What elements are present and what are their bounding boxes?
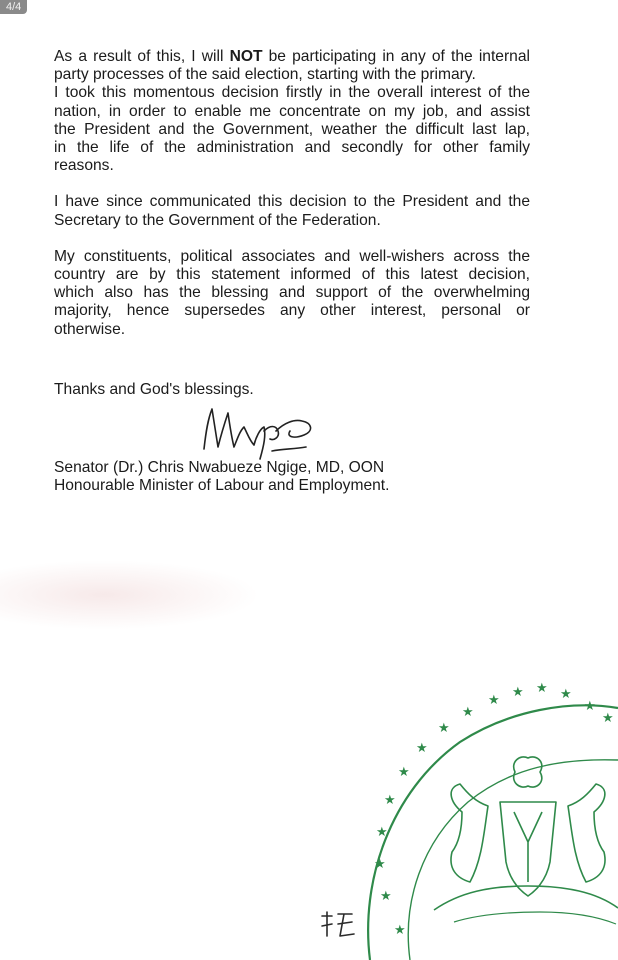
- svg-text:★: ★: [584, 699, 596, 714]
- handwritten-initials: [318, 908, 358, 942]
- paragraph-constituents: [54, 248, 530, 339]
- coat-of-arms-icon: [350, 672, 618, 960]
- text-run: be participating in any of the internal: [262, 48, 530, 65]
- svg-text:★: ★: [374, 857, 386, 872]
- handwritten-signature: [194, 401, 324, 461]
- letter-body: [54, 48, 530, 495]
- paper-smudge: [0, 560, 260, 630]
- text-line: country are by this statement informed of this latest decision,: [54, 266, 530, 284]
- svg-text:★: ★: [398, 765, 410, 780]
- paragraph-withdrawal: [54, 48, 530, 175]
- page-indicator: 4/4: [0, 0, 27, 14]
- svg-text:★: ★: [512, 685, 524, 700]
- text-line: otherwise.: [54, 320, 126, 338]
- signature-area: [54, 399, 530, 459]
- svg-text:★: ★: [536, 681, 548, 696]
- svg-text:★: ★: [488, 693, 500, 708]
- text-line: I have since communicated this decision to the President and the: [54, 193, 530, 211]
- svg-text:★: ★: [560, 687, 572, 702]
- svg-text:★: ★: [376, 825, 388, 840]
- svg-text:★: ★: [380, 889, 392, 904]
- closing-text: Thanks and God's blessings.: [54, 380, 254, 398]
- emphasis-not: NOT: [229, 48, 263, 65]
- svg-text:★: ★: [416, 741, 428, 756]
- signatory-title: Honourable Minister of Labour and Employment.: [54, 477, 390, 495]
- svg-text:★: ★: [602, 711, 614, 726]
- signatory-name: Senator (Dr.) Chris Nwabueze Ngige, MD, OON: [54, 459, 385, 477]
- text-line: nation, in order to enable me concentrate on my job, and assist: [54, 102, 530, 120]
- text-run: As a result of this, I will: [54, 48, 230, 65]
- svg-text:★: ★: [394, 923, 406, 938]
- text-line: I took this momentous decision firstly in the overall interest of the: [54, 84, 530, 102]
- text-line: the President and the Government, weather the difficult last lap,: [54, 120, 530, 138]
- text-line: [54, 48, 530, 66]
- text-line: My constituents, political associates and well-wishers across the: [54, 247, 530, 265]
- svg-text:★: ★: [462, 705, 474, 720]
- text-line: which also has the blessing and support of the overwhelming: [54, 284, 530, 302]
- text-line: reasons.: [54, 157, 114, 175]
- text-line: Secretary to the Government of the Federation.: [54, 211, 381, 229]
- svg-text:★: ★: [438, 721, 450, 736]
- paragraph-communication: [54, 193, 530, 229]
- text-line: party processes of the said election, starting with the primary.: [54, 66, 476, 84]
- text-line: majority, hence supersedes any other interest, personal or: [54, 302, 530, 320]
- text-line: in the life of the administration and secondly for other family: [54, 139, 530, 157]
- svg-text:★: ★: [384, 793, 396, 808]
